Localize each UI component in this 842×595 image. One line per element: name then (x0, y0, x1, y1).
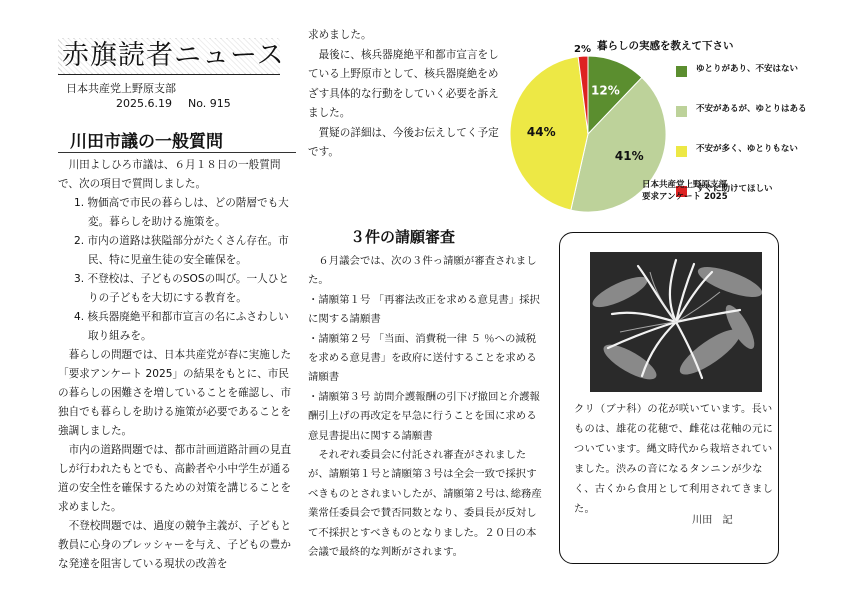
article1-paragraph: 求めました。 (308, 29, 372, 41)
legend-label: ゆとりがあり、不安はない (696, 64, 799, 74)
article1-rule (58, 152, 296, 153)
article1-paragraph: 市内の道路問題では、都市計画道路計画の見直しが行われたもとでも、高齢者や小中学生が通る道の安全性を確保するための対策を講じることを求めました。 (58, 444, 292, 513)
legend-item (676, 143, 826, 183)
chart-source: 日本共産党上野原支部 要求アンケート 2025 (642, 180, 728, 202)
petition-item: ・請願第３号 訪問介護報酬の引下げ撤回と介護報酬引上げの再改定を早急に行うことを国に求める意見書提出に関する請願書 (308, 390, 540, 442)
masthead (58, 38, 285, 75)
legend-swatch (676, 106, 687, 117)
photo-signature: 川田 記 (692, 515, 733, 526)
petition-item: ・請願第１号 「再審法改正を求める意見書」採択に関する請願書 (308, 293, 540, 326)
question-item: 1. 物価高で市民の暮らしは、どの階層でも大変。暮らしを助ける施策を。 (74, 197, 289, 228)
pie-value-label: 12% (591, 83, 620, 98)
question-item: 4. 核兵器廃絶平和都市宣言の名にふさわしい取り組みを。 (74, 311, 289, 342)
legend-label: 不安が多く、ゆとりもない (696, 144, 798, 154)
chart-title: 暮らしの実感を教えて下さい (597, 40, 734, 52)
issue-date: 2025.6.19 (116, 97, 172, 110)
legend-swatch (676, 146, 687, 157)
pie-value-label: 2% (574, 44, 592, 56)
article1-paragraph: 暮らしの問題では、日本共産党が春に実施した「要求アンケート 2025」の結果をもとに、市民の暮らしの困難さを増していることを確認し、市独自でも暮らしを助ける施策が必要であることを強調しました。 (58, 349, 292, 437)
legend-swatch (676, 66, 687, 77)
question-item: 3. 不登校は、子どものSOSの叫び。一人ひとりの子どもを大切にする教育を。 (74, 273, 289, 304)
article1-paragraph: 不登校問題では、過度の競争主義が、子どもと教員に心身のプレッシャーを与え、子どもの豊かな発達を阻害している現状の改善を (58, 520, 292, 570)
pie-value-label: 41% (614, 149, 644, 164)
newsletter-title: 赤旗読者ニュース (62, 40, 285, 71)
article1-paragraph: 最後に、核兵器廃絶平和都市宣言をしている上野原市として、核兵器廃絶をめざす具体的な行動をしていく必要を訴えました。 (308, 48, 499, 119)
pie-value-label: 44% (526, 124, 556, 139)
article1-continued (308, 26, 504, 163)
legend-item (676, 63, 826, 103)
issue-number: No. 915 (188, 97, 231, 110)
legend-item (676, 103, 826, 143)
article2-title: ３件の請願審査 (350, 228, 456, 246)
question-item: 2. 市内の道路は狭隘部分がたくさん存在。市民、特に児童生徒の安全確保を。 (74, 235, 289, 266)
legend-label: すぐに助けてほしい (696, 184, 773, 194)
article1-body (58, 156, 298, 574)
article1-title: 川田市議の一般質問 (70, 132, 223, 152)
publisher-branch: 日本共産党上野原支部 (66, 82, 176, 95)
legend-label: 不安があるが、ゆとりはある (696, 104, 807, 114)
article1-intro: 川田よしひろ市議は、６月１８日の一般質問で、次の項目で質問しました。 (58, 159, 281, 190)
photo-caption: クリ（ブナ科）の花が咲いています。長いものは、雄花の花穂で、雌花は花軸の元についています。縄文時代から栽培されていました。渋みの音になるタンニンが少なく、古くから食用として利用されてきました。 (574, 404, 774, 515)
chestnut-flower-photo (590, 252, 762, 392)
article2-body (308, 252, 544, 563)
article2-paragraph: それぞれ委員会に付託され審査がされましたが、請願第１号と請願第３号は全会一致で採択すべきものとされまいしたが、請願第２号は､総務産業常任委員会で賛否同数となり、委員長が反対して不採択とすべきものとなりました。２０日の本会議で最終的な判断がされます。 (308, 449, 542, 559)
petition-item: ・請願第２号 「当面、消費税一律 ５ ％への減税を求める意見書」を政府に送付することを求める請願書 (308, 332, 537, 384)
article2-paragraph: ６月議会では、次の３件っ請願が審査されました。 (308, 255, 537, 287)
article1-paragraph: 質疑の詳細は、今後お伝えしてく予定です。 (308, 126, 499, 158)
